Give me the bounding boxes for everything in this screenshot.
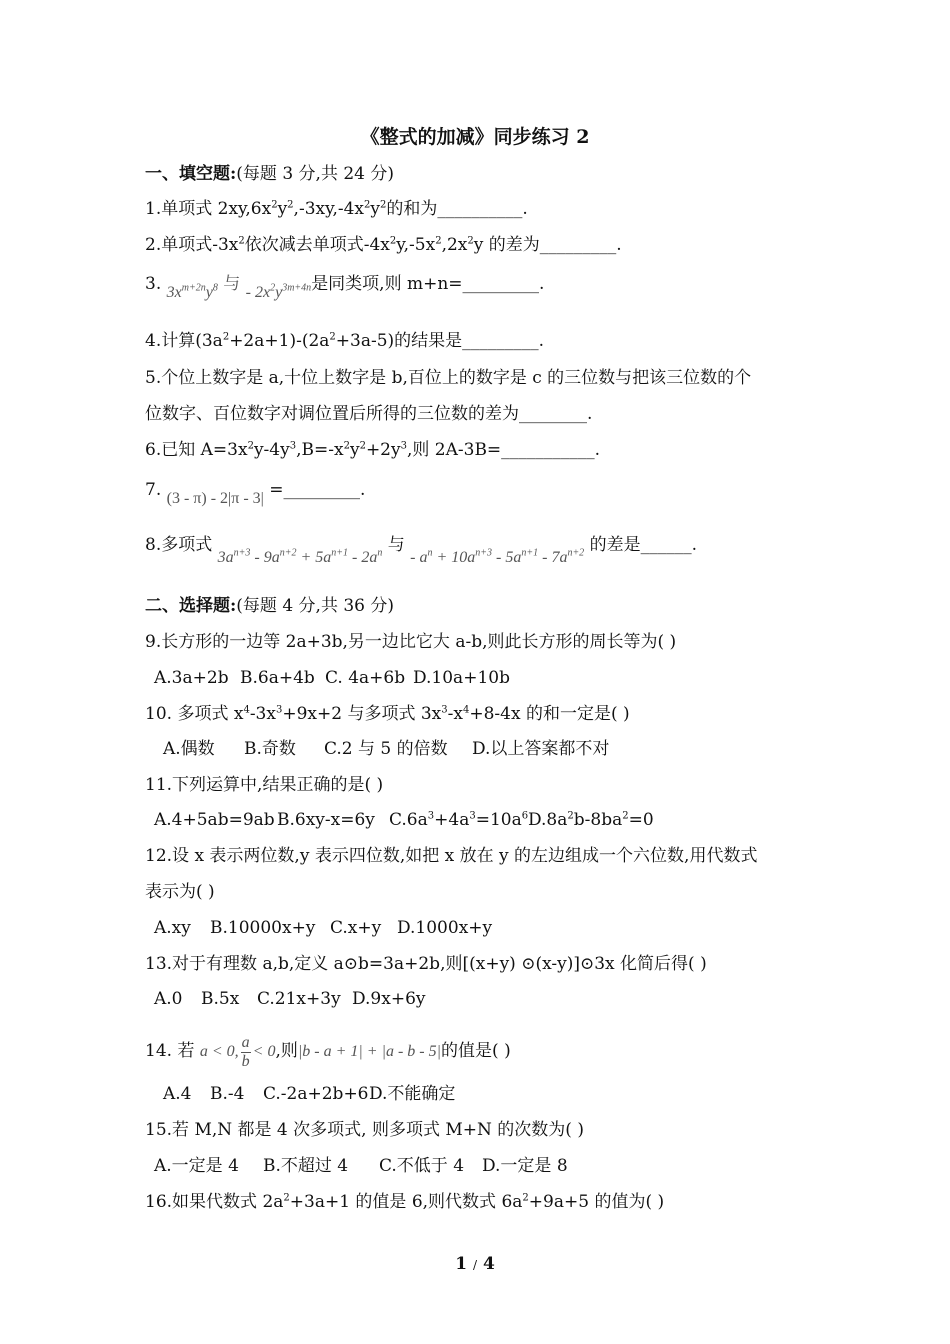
question-8: 8.多项式 $3a^{n+3} - 9a^{n+2} + 5a^{n+1} - 2a^n$ 与 - $a^n + 10a^{n+3} - 5a^{n+1} - 7a^{n+2}$ 的差是______. [145,535,697,566]
section-label: 一、填空题: [145,164,237,184]
question-12-line-1: 12.设 x 表示两位数,y 表示四位数,如把 x 放在 y 的左边组成一个六位数,用代数式 [145,846,758,866]
option-a: A.xy [154,918,191,938]
option-d: D.不能确定 [369,1084,456,1104]
question-11: 11.下列运算中,结果正确的是( ) [145,775,384,795]
option-c: C.-2a+2b+6 [263,1084,369,1104]
option-b: B.奇数 [244,739,296,759]
option-d: D.以上答案都不对 [472,739,610,759]
option-c: C.x+y [330,918,382,938]
option-b: B.5x [201,989,240,1009]
question-2: 2.单项式$-3x^2$依次减去单项式$-4x^2y,-5x^2,2x^2y$ 的差为_________. [145,235,622,255]
option-b: B.-4 [210,1084,245,1104]
option-a: A.0 [154,989,183,1009]
question-5-line-1: 5.个位上数字是 a,十位上数字是 b,百位上的数字是 c 的三位数与把该三位数的个 [145,368,752,388]
option-b: B.6xy-x=6y [277,810,375,830]
question-1: 1.单项式 $2xy,6x^2y^2,-3xy,-4x^2y^2$的和为__________. [145,199,528,219]
math-formula: a < 0, $\frac{a}{b}$ < 0 [199,1034,276,1070]
option-a: A.一定是 4 [154,1156,239,1176]
math-formula: |b - a + 1| + |a - b - 5| [297,1043,442,1061]
math-formula: $3a^{n+3} - 9a^{n+2} + 5a^{n+1} - 2a^n$ [217,547,383,566]
option-a: A.偶数 [163,739,215,759]
math-formula: - $2x^2y^{3m+4n}$ [245,282,312,301]
question-6: 6.已知 $A=3x^2y-4y^3,B=-x^2y^2+2y^3$,则 2A-3B=___________. [145,440,601,460]
option-d: D.10a+10b [413,668,510,688]
question-12-line-2: 表示为( ) [145,882,215,902]
option-d: D.1000x+y [397,918,493,938]
option-a: A.4+5ab=9ab [154,810,275,830]
question-16: 16.如果代数式 $2a^2+3a+1$ 的值是 6,则代数式 $6a^2+9a+5$ 的值为( ) [145,1192,665,1212]
option-c: C.21x+3y [257,989,341,1009]
option-b: B.10000x+y [210,918,316,938]
section-heading-fill-blank [145,162,394,186]
option-c: C.2 与 5 的倍数 [324,739,448,759]
question-10: 10. 多项式 $x^4-3x^3+9x+2$ 与多项式 $3x^3-x^4+8-4x$ 的和一定是( ) [145,704,630,724]
section-note: (每题 4 分,共 36 分) [236,596,395,616]
option-c: C. 4a+6b [325,668,406,688]
section-note: (每题 3 分,共 24 分) [236,164,395,184]
option-d: $D.8a^2b-8ba^2=0$ [528,810,654,830]
math-formula: (3 - π) - 2|π - 3| [166,490,264,507]
option-d: D.一定是 8 [482,1156,568,1176]
section-label: 二、选择题: [145,596,237,616]
option-d: D.9x+6y [352,989,426,1009]
option-a: A.3a+2b [154,668,229,688]
option-b: B.不超过 4 [263,1156,349,1176]
option-a: A.4 [163,1084,192,1104]
question-9: 9.长方形的一边等 2a+3b,另一边比它大 a-b,则此长方形的周长等为( ) [145,632,677,652]
question-4: 4.计算$(3a^2+2a+1)-(2a^2+3a-5)$的结果是_________. [145,331,545,351]
question-14: 14. 若 a < 0, $\frac{a}{b}$ < 0,则|b - a + 1| + |a - b - 5|的值是( ) [145,1034,511,1070]
option-c: C.不低于 4 [379,1156,465,1176]
question-15: 15.若 M,N 都是 4 次多项式, 则多项式 M+N 的次数为( ) [145,1120,584,1140]
page-title: 《整式的加减》同步练习 2 [360,126,590,148]
question-3: 3. $3x^{m+2n}y^8$ 与 - $2x^2y^{3m+4n}$是同类项,则 m+n=_________. [145,274,545,301]
section-heading-multiple-choice [145,594,394,618]
question-5-line-2: 位数字、百位数字对调位置后所得的三位数的差为________. [145,404,593,424]
option-b: B.6a+4b [240,668,315,688]
math-formula: - $a^n + 10a^{n+3} - 5a^{n+1} - 7a^{n+2}$ [410,547,585,566]
math-formula: $3x^{m+2n}y^8$ [166,282,218,301]
question-13: 13.对于有理数 a,b,定义 a⊙b=3a+2b,则[(x+y) ⊙(x-y)]⊙3x 化简后得( ) [145,954,707,974]
question-7: 7. (3 - π) - 2|π - 3| =_________. [145,480,366,507]
option-c: $C.6a^3+4a^3=10a^6$ [389,810,529,830]
page-number: 1 / 4 [455,1254,495,1274]
